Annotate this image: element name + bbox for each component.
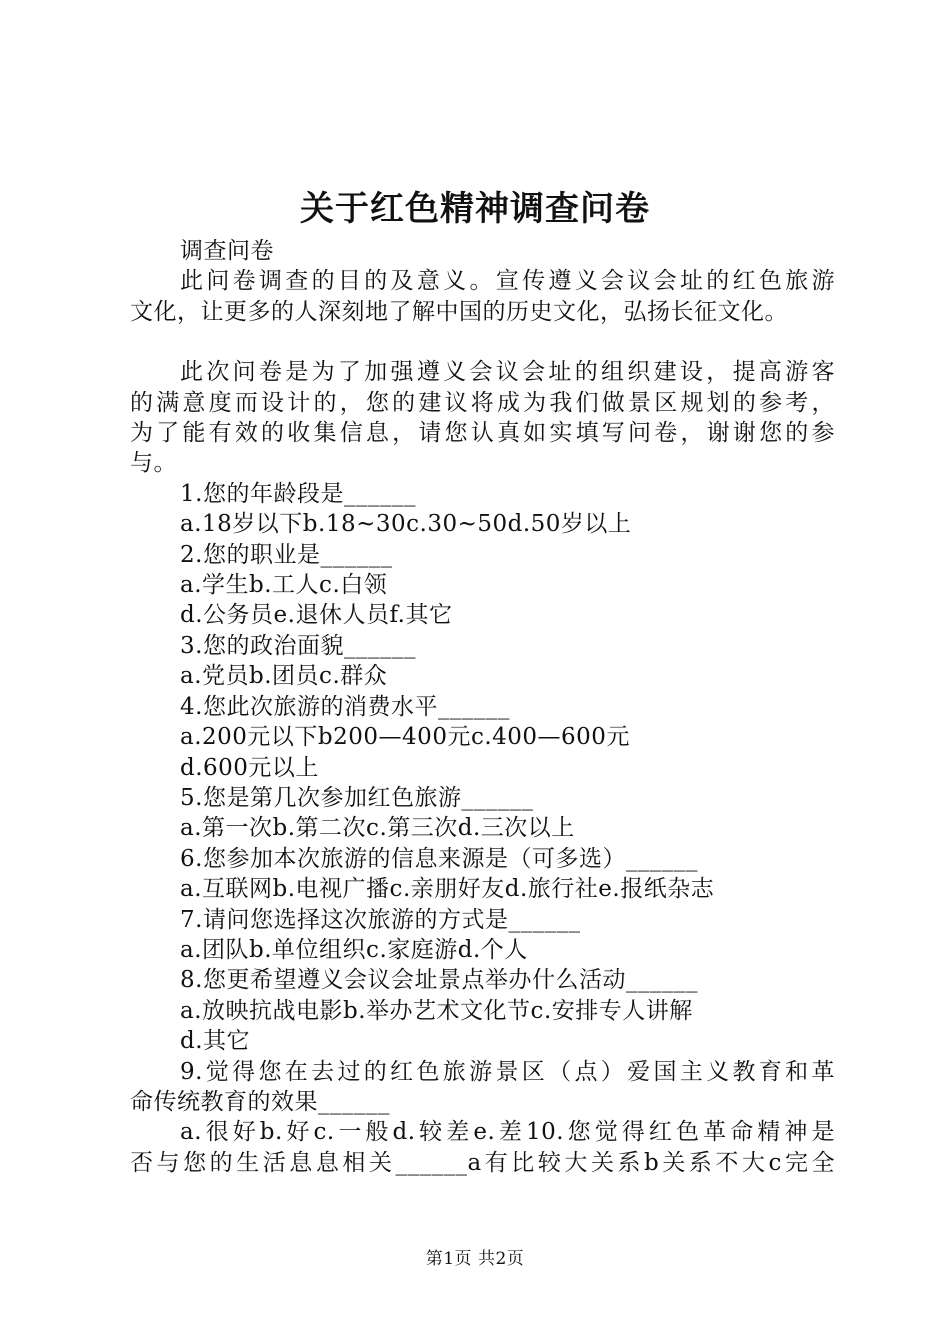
answer-options: a.互联网b.电视广播c.亲朋好友d.旅行社e.报纸杂志 [180, 876, 715, 903]
question-line: 3.您的政治面貌______ [180, 632, 416, 659]
answer-options: a.很好b.好c.一般d.较差e.差10.您觉得红色革命精神是 [180, 1119, 835, 1146]
answer-options: a.第一次b.第二次c.第三次d.三次以上 [180, 815, 575, 842]
answer-options: a.18岁以下b.18~30c.30~50d.50岁以上 [180, 511, 632, 538]
paragraph-line: 为了能有效的收集信息，请您认真如实填写问卷，谢谢您的参 [130, 420, 835, 447]
question-line: 2.您的职业是______ [180, 541, 393, 568]
answer-options: a.200元以下b200—400元c.400—600元 [180, 724, 630, 751]
document-title: 关于红色精神调查问卷 [300, 189, 650, 229]
question-line: 1.您的年龄段是______ [180, 480, 416, 507]
question-line: 7.请问您选择这次旅游的方式是______ [180, 906, 581, 933]
question-line: 否与您的生活息息相关______a有比较大关系b关系不大c完全 [130, 1149, 835, 1176]
paragraph-line: 此次问卷是为了加强遵义会议会址的组织建设，提高游客 [180, 359, 835, 386]
section-heading: 调查问卷 [180, 238, 274, 264]
answer-options: a.学生b.工人c.白领 [180, 572, 388, 599]
answer-options: d.公务员e.退休人员f.其它 [180, 602, 453, 629]
question-line: 4.您此次旅游的消费水平______ [180, 693, 510, 720]
answer-options: a.党员b.团员c.群众 [180, 663, 388, 690]
paragraph-line: 的满意度而设计的，您的建议将成为我们做景区规划的参考， [130, 389, 835, 416]
question-line: 6.您参加本次旅游的信息来源是（可多选）______ [180, 845, 698, 872]
answer-options: d.其它 [180, 1028, 251, 1055]
paragraph-line: 与。 [130, 450, 177, 477]
answer-options: d.600元以上 [180, 754, 319, 781]
question-line: 8.您更希望遵义会议会址景点举办什么活动______ [180, 967, 698, 994]
paragraph-line: 此问卷调查的目的及意义。宣传遵义会议会址的红色旅游 [180, 268, 835, 295]
question-line: 9.觉得您在去过的红色旅游景区（点）爱国主义教育和革 [180, 1058, 835, 1085]
answer-options: a.团队b.单位组织c.家庭游d.个人 [180, 936, 528, 963]
answer-options: a.放映抗战电影b.举办艺术文化节c.安排专人讲解 [180, 997, 693, 1024]
question-line: 5.您是第几次参加红色旅游______ [180, 784, 534, 811]
paragraph-gap [130, 327, 835, 357]
page-footer: 第1页 共2页 [425, 1249, 525, 1269]
document-body [130, 236, 835, 1178]
question-line: 命传统教育的效果______ [130, 1088, 390, 1115]
paragraph-line: 文化，让更多的人深刻地了解中国的历史文化，弘扬长征文化。 [130, 298, 788, 325]
